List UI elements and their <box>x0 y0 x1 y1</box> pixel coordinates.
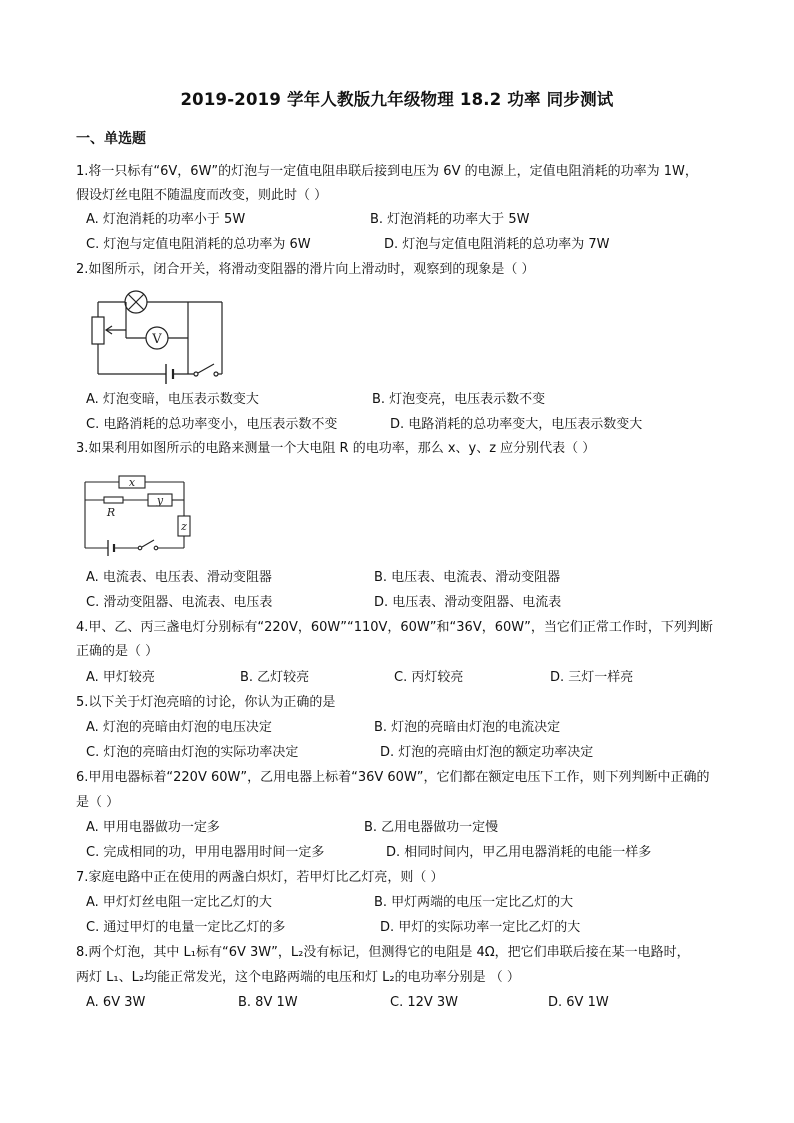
question-8-option-c: C. 12V 3W <box>390 995 459 1010</box>
question-5-line-1: 5.以下关于灯泡亮暗的讨论，你认为正确的是 <box>76 695 336 710</box>
question-7-option-b: B. 甲灯两端的电压一定比乙灯的大 <box>374 895 574 910</box>
question-2-option-a: A. 灯泡变暗，电压表示数变大 <box>86 392 259 407</box>
question-1-option-b: B. 灯泡消耗的功率大于 5W <box>370 212 530 227</box>
label-r: R <box>106 506 116 519</box>
question-7-option-d: D. 甲灯的实际功率一定比乙灯的大 <box>380 920 581 935</box>
question-6-option-c: C. 完成相同的功，甲用电器用时间一定多 <box>86 845 325 860</box>
resistor-r-symbol <box>104 497 123 503</box>
circuit-diagram-q3 <box>80 470 200 556</box>
question-4-option-a: A. 甲灯较亮 <box>86 670 155 685</box>
label-y: y <box>156 494 164 507</box>
question-5-option-a: A. 灯泡的亮暗由灯泡的电压决定 <box>86 720 272 735</box>
question-3-line-1: 3.如果利用如图所示的电路来测量一个大电阻 R 的电功率，那么 x、y、z 应分别代表（ ） <box>76 441 596 456</box>
question-4-option-c: C. 丙灯较亮 <box>394 670 464 685</box>
question-8-option-d: D. 6V 1W <box>548 995 609 1010</box>
question-8-line-2: 两灯 L₁、L₂均能正常发光，这个电路两端的电压和灯 L₂的电功率分别是 （ ） <box>76 970 520 985</box>
question-7-option-a: A. 甲灯灯丝电阻一定比乙灯的大 <box>86 895 272 910</box>
label-x: x <box>128 476 136 489</box>
question-5-option-c: C. 灯泡的亮暗由灯泡的实际功率决定 <box>86 745 299 760</box>
question-2-option-c: C. 电路消耗的总功率变小，电压表示数不变 <box>86 417 338 432</box>
question-5-option-b: B. 灯泡的亮暗由灯泡的电流决定 <box>374 720 561 735</box>
question-6-option-d: D. 相同时间内，甲乙用电器消耗的电能一样多 <box>386 845 652 860</box>
question-4-option-b: B. 乙灯较亮 <box>240 670 310 685</box>
question-3-option-a: A. 电流表、电压表、滑动变阻器 <box>86 570 272 585</box>
circuit-diagram-q2 <box>84 286 234 386</box>
question-3-option-d: D. 电压表、滑动变阻器、电流表 <box>374 595 562 610</box>
question-8-line-1: 8.两个灯泡，其中 L₁标有“6V 3W”，L₂没有标记，但测得它的电阻是 4Ω，把它们串联后接在某一电路时， <box>76 945 690 960</box>
question-1-line-2: 假设灯丝电阻不随温度而改变，则此时（ ） <box>76 188 328 203</box>
section-heading: 一、单选题 <box>76 131 146 147</box>
rheostat-symbol <box>92 317 104 344</box>
question-3-option-b: B. 电压表、电流表、滑动变阻器 <box>374 570 561 585</box>
question-6-line-2: 是（ ） <box>76 795 120 810</box>
question-2-option-b: B. 灯泡变亮，电压表示数不变 <box>372 392 546 407</box>
question-1-option-d: D. 灯泡与定值电阻消耗的总功率为 7W <box>384 237 610 252</box>
question-2-line-1: 2.如图所示，闭合开关，将滑动变阻器的滑片向上滑动时，观察到的现象是（ ） <box>76 262 535 277</box>
question-8-option-b: B. 8V 1W <box>238 995 298 1010</box>
question-3-option-c: C. 滑动变阻器、电流表、电压表 <box>86 595 273 610</box>
question-8-option-a: A. 6V 3W <box>86 995 146 1010</box>
question-4-option-d: D. 三灯一样亮 <box>550 670 634 685</box>
question-7-line-1: 7.家庭电路中正在使用的两盏白炽灯，若甲灯比乙灯亮，则（ ） <box>76 870 444 885</box>
question-1-option-c: C. 灯泡与定值电阻消耗的总功率为 6W <box>86 237 311 252</box>
question-4-line-2: 正确的是（ ） <box>76 644 159 659</box>
question-1-option-a: A. 灯泡消耗的功率小于 5W <box>86 212 246 227</box>
question-5-option-d: D. 灯泡的亮暗由灯泡的额定功率决定 <box>380 745 594 760</box>
question-6-line-1: 6.甲用电器标着“220V 60W”，乙用电器上标着“36V 60W”，它们都在额定电压下工作，则下列判断中正确的 <box>76 770 710 785</box>
question-6-option-b: B. 乙用电器做功一定慢 <box>364 820 499 835</box>
question-1-line-1: 1.将一只标有“6V，6W”的灯泡与一定值电阻串联后接到电压为 6V 的电源上，定值电阻消耗的功率为 1W， <box>76 164 698 179</box>
page-title: 2019-2019 学年人教版九年级物理 18.2 功率 同步测试 <box>180 90 614 109</box>
question-4-line-1: 4.甲、乙、丙三盏电灯分别标有“220V，60W”“110V，60W”和“36V，60W”，当它们正常工作时，下列判断 <box>76 620 713 635</box>
voltmeter-label: V <box>152 332 162 347</box>
question-6-option-a: A. 甲用电器做功一定多 <box>86 820 220 835</box>
question-2-option-d: D. 电路消耗的总功率变大，电压表示数变大 <box>390 417 643 432</box>
label-z: z <box>181 520 187 533</box>
question-7-option-c: C. 通过甲灯的电量一定比乙灯的多 <box>86 920 286 935</box>
